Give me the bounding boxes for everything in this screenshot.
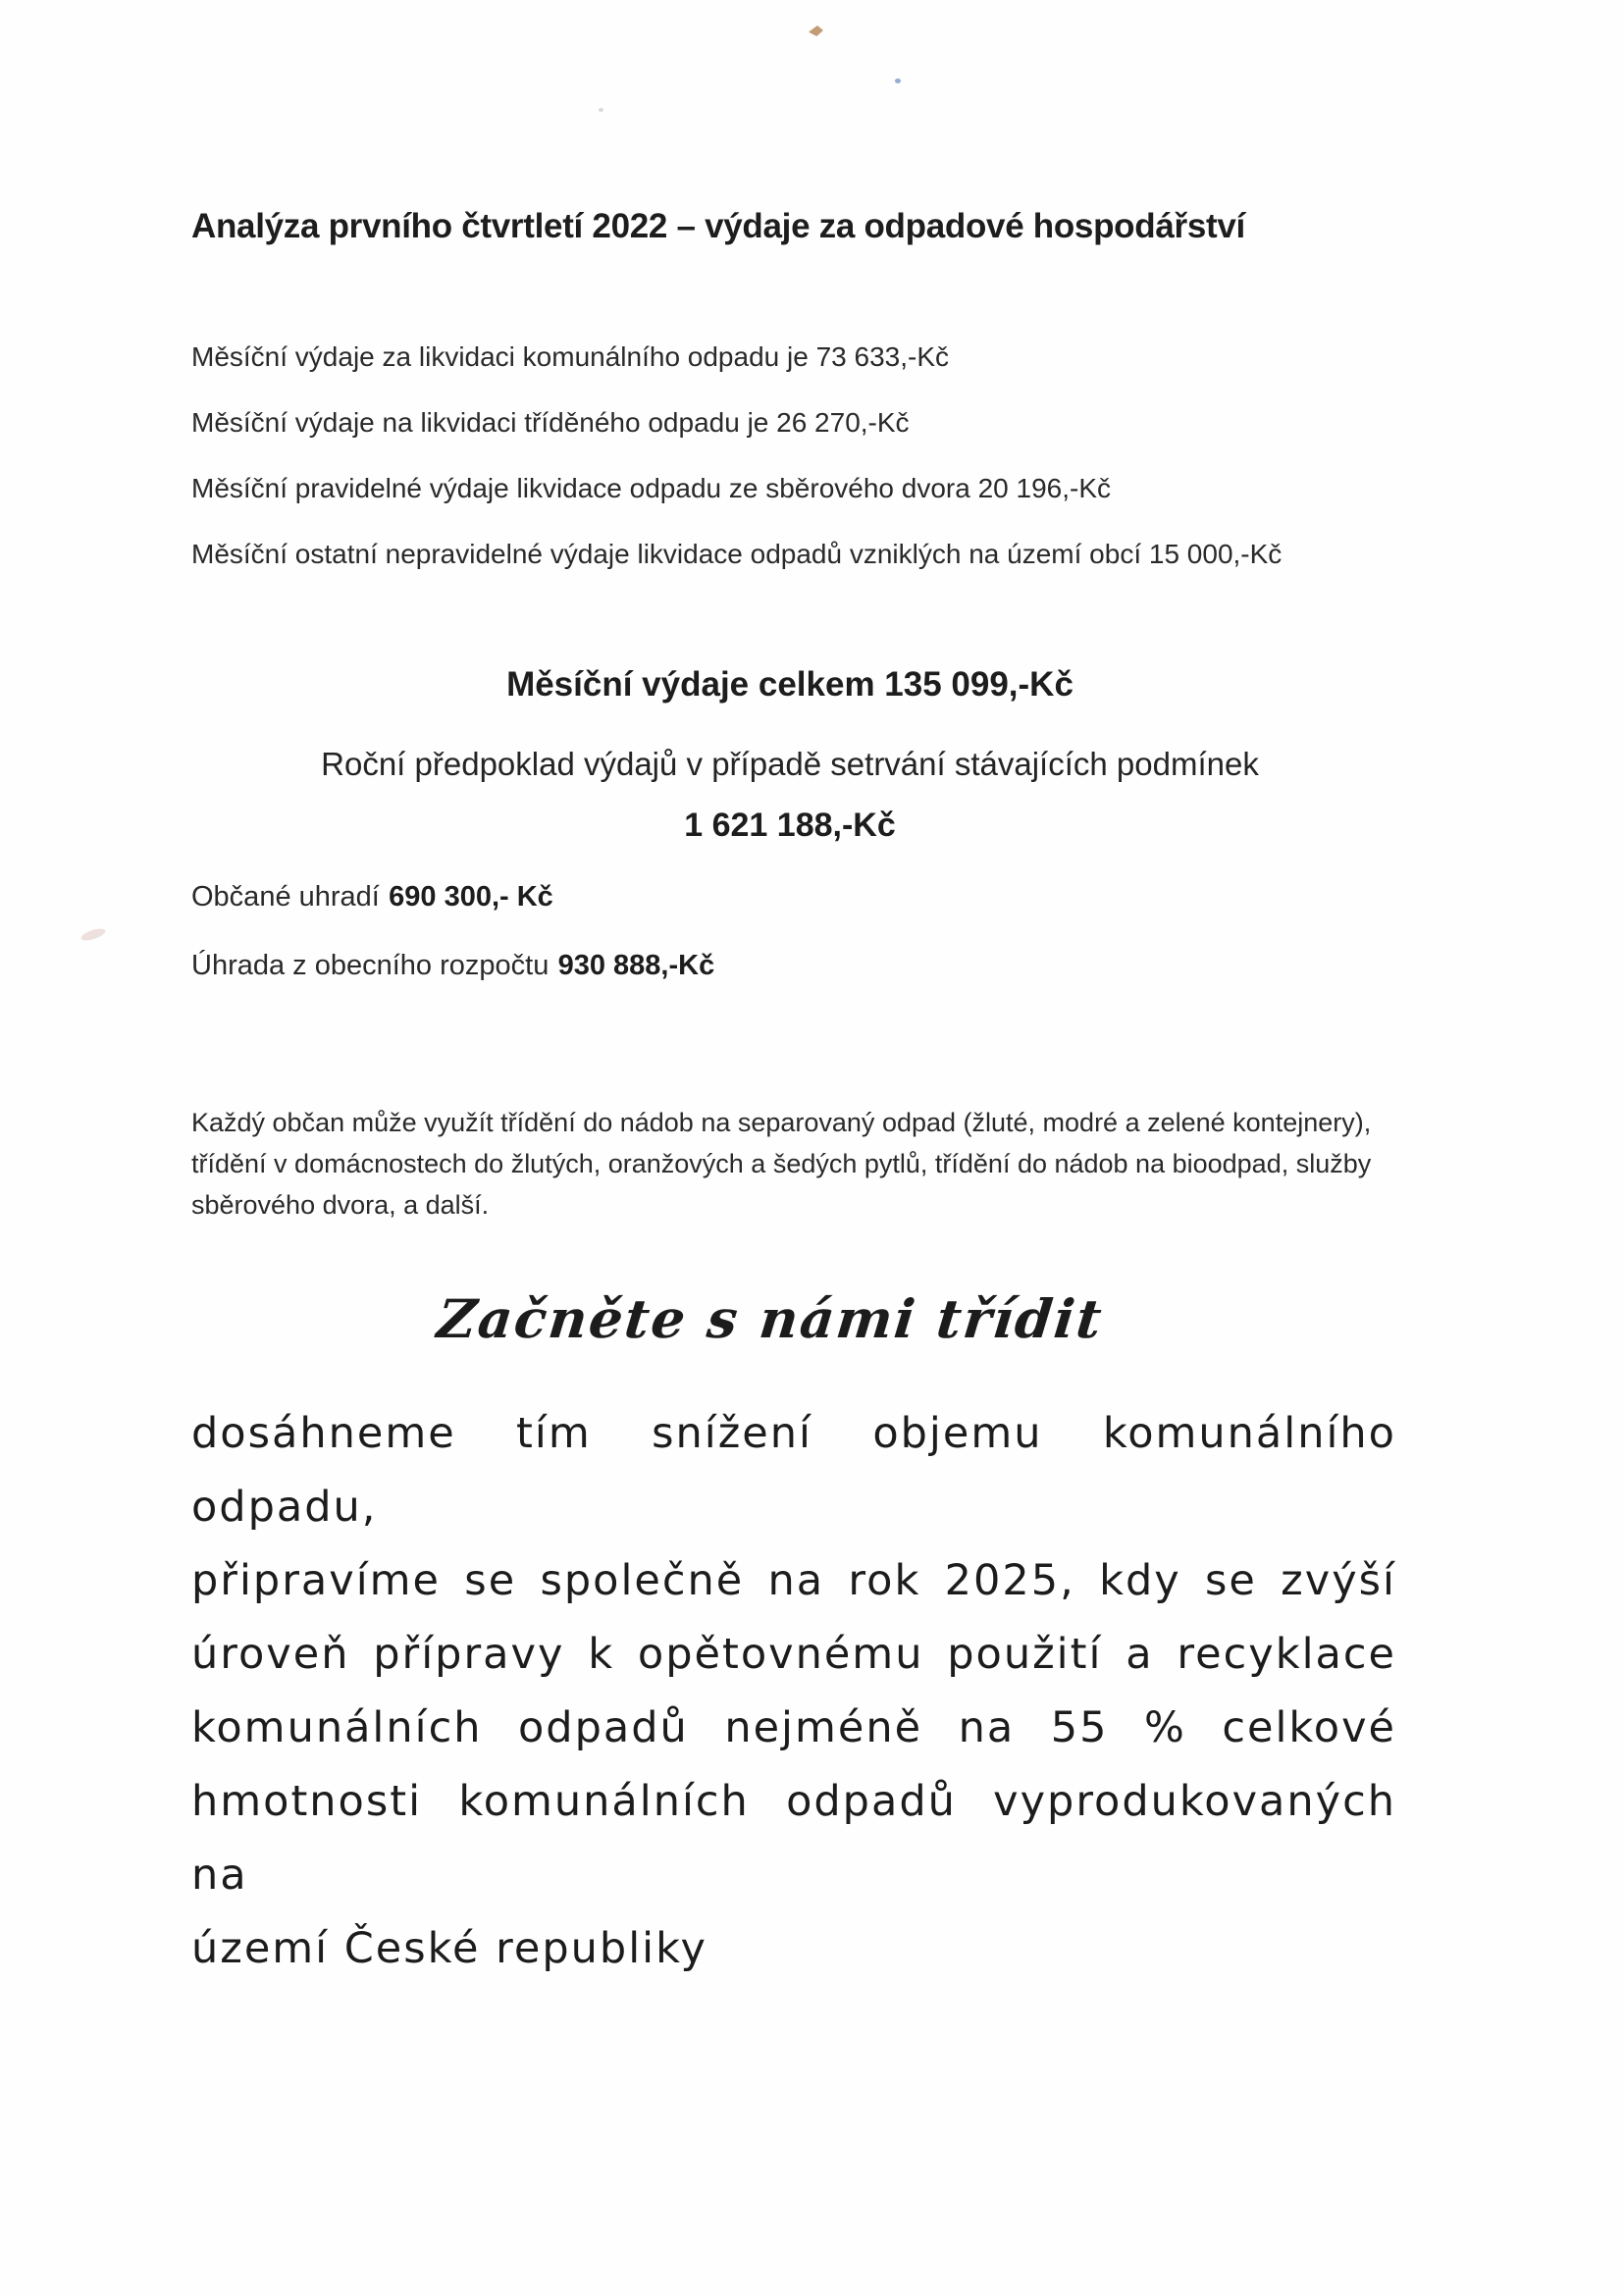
campaign-line: úroveň přípravy k opětovnému použití a recyklace [191,1630,1396,1679]
municipal-budget-amount: 930 888,-Kč [557,950,715,981]
scan-artifact-ink-speck [809,26,823,36]
expense-line-sorted-waste: Měsíční výdaje na likvidaci tříděného odpadu je 26 270,-Kč [191,407,910,438]
campaign-line: území České republiky [191,1924,707,1973]
campaign-slogan: Začněte s námi třídit [434,1287,1107,1350]
campaign-text-block [191,1397,1396,1986]
expense-list [191,341,1408,604]
annual-forecast-label: Roční předpoklad výdajů v případě setrvání stávajících podmínek [321,746,1259,782]
campaign-line: připravíme se společně na rok 2025, kdy se zvýší [191,1556,1396,1605]
expense-line-municipal-waste: Měsíční výdaje za likvidaci komunálního odpadu je 73 633,-Kč [191,341,949,372]
monthly-total-line: Měsíční výdaje celkem 135 099,-Kč [506,665,1073,704]
document-title: Analýza prvního čtvrtletí 2022 – výdaje za odpadové hospodářství [191,207,1245,246]
scan-artifact-gray-dot [599,108,603,112]
campaign-line: komunálních odpadů nejméně na 55 % celkové [191,1703,1396,1752]
scan-artifact-pink-smudge [79,926,107,943]
annual-forecast-amount: 1 621 188,-Kč [684,807,896,844]
expense-line-irregular-waste: Měsíční ostatní nepravidelné výdaje likvidace odpadů vzniklých na území obcí 15 000,-Kč [191,539,1283,569]
citizens-pay-amount: 690 300,- Kč [389,881,553,913]
citizens-pay-label: Občané uhradí [191,881,380,913]
expense-line-collection-yard: Měsíční pravidelné výdaje likvidace odpadu ze sběrového dvora 20 196,-Kč [191,473,1112,503]
citizens-pay-line [191,881,553,913]
campaign-line: hmotnosti komunálních odpadů vyprodukovaných na [191,1777,1396,1900]
municipal-budget-label: Úhrada z obecního rozpočtu [191,950,550,981]
sorting-info-paragraph: Každý občan může využít třídění do nádob na separovaný odpad (žluté, modré a zelené kontejnery), třídění v domácnostech do žlutých, oranžových a šedých pytlů, třídění do nádob na bioodpad, služby sběrového dvora, a další. [191,1108,1372,1220]
campaign-line: dosáhneme tím snížení objemu komunálního odpadu, [191,1409,1396,1532]
scan-artifact-blue-dot [895,78,901,83]
municipal-budget-line [191,950,714,982]
